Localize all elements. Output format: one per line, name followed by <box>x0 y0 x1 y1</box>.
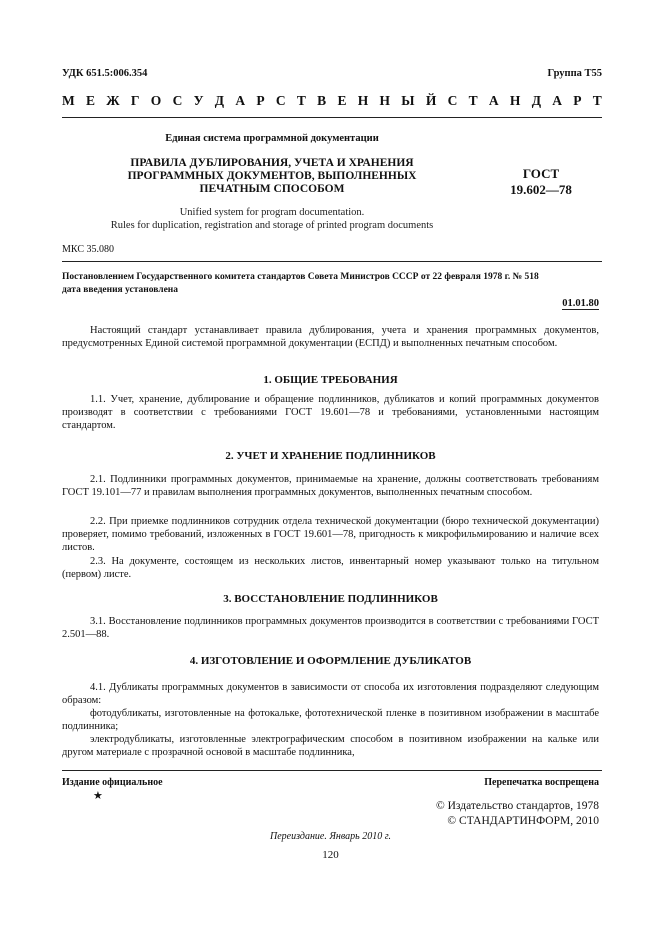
system-name: Единая система программной документации <box>165 133 379 144</box>
paragraph: 1.1. Учет, хранение, дублирование и обращение подлинников, дубликатов и копий программных документов производят в соответствии с требованиями ГОСТ 19.601—78 и требованиями, установленными настоящим стандартом. <box>62 394 599 431</box>
banner-letter: Т <box>592 93 602 108</box>
banner-letter: Ж <box>106 93 120 108</box>
banner-letter: Д <box>214 93 225 108</box>
banner-letter: Н <box>509 93 521 108</box>
banner-letter: У <box>193 93 204 108</box>
footer-rule <box>62 770 602 771</box>
decree-line: Постановлением Государственного комитета стандартов Совета Министров СССР от 22 февраля 1978 г. № 518 <box>62 272 539 282</box>
banner-letter: Е <box>337 93 347 108</box>
paragraph: 2.1. Подлинники программных документов, принимаемые на хранение, должны соответствовать требованиям ГОСТ 19.101—77 и правилам выполнения программных документов, выполненных печатным способом. <box>62 474 599 498</box>
udk-code: УДК 651.5:006.354 <box>62 68 148 79</box>
banner-letter: Н <box>379 93 391 108</box>
gost-number <box>488 166 594 198</box>
banner-letter: Д <box>531 93 541 108</box>
title-line: ПЕЧАТНЫМ СПОСОБОМ <box>199 183 345 195</box>
banner-letter: Е <box>86 93 96 108</box>
paragraph: 2.2. При приемке подлинников сотрудник отдела технической документации (бюро технической документации) проверяет, помимо требований, изложенных в ГОСТ 19.601—78, пригодность к микрофильмированию и наличие всех листов. <box>62 516 599 553</box>
page-number: 120 <box>322 849 339 861</box>
english-title <box>62 206 482 232</box>
title-line: ПРОГРАММНЫХ ДОКУМЕНТОВ, ВЫПОЛНЕННЫХ <box>127 170 417 182</box>
banner-letter: Г <box>130 93 140 108</box>
banner-letter: В <box>317 93 327 108</box>
paragraph: 4.1. Дубликаты программных документов в зависимости от способа их изготовления подразделяют следующим образом: <box>62 682 599 706</box>
banner-letter: Ы <box>401 93 415 108</box>
decree-line: дата введения установлена <box>62 285 179 295</box>
banner-letter: С <box>172 93 183 108</box>
reprint-notice: Перепечатка воспрещена <box>484 777 599 788</box>
introduction-date: 01.01.80 <box>562 298 599 309</box>
gost-label: ГОСТ <box>522 166 560 181</box>
paragraph: электродубликаты, изготовленные электрографическим способом в позитивном изображении на кальке или другом материале с прозрачной основой в масштабе подлинника, <box>62 734 599 758</box>
banner-letter: А <box>235 93 246 108</box>
banner-letter: А <box>488 93 499 108</box>
banner-letter: Т <box>296 93 306 108</box>
banner-letter: Т <box>468 93 478 108</box>
english-line: Rules for duplication, registration and storage of printed program documents <box>110 220 434 231</box>
banner-letter: С <box>275 93 286 108</box>
banner-letter: А <box>552 93 562 108</box>
banner-letter: Р <box>256 93 265 108</box>
paragraph: 2.3. На документе, состоящем из нескольких листов, инвентарный номер указывают только на титульном (первом) листе. <box>62 556 599 580</box>
star-icon: ★ <box>93 790 103 802</box>
intro-paragraph: Настоящий стандарт устанавливает правила дублирования, учета и хранения программных документов, предусмотренных Единой системой программной документации (ЕСПД) и выполненных печатным способом. <box>62 325 599 349</box>
group-code: Группа Т55 <box>547 68 602 79</box>
banner-letter: Й <box>425 93 437 108</box>
official-edition: Издание официальное <box>62 777 163 788</box>
reissue-note: Переиздание. Январь 2010 г. <box>270 831 391 842</box>
divider <box>62 261 602 262</box>
banner-letter: Н <box>357 93 369 108</box>
gost-code: 19.602—78 <box>510 182 572 197</box>
document-title <box>62 157 482 196</box>
banner-letter: М <box>62 93 75 108</box>
paragraph: 3.1. Восстановление подлинников программных документов производится в соответствии с требованиями ГОСТ 2.501—88. <box>62 616 599 640</box>
section-title: 1. ОБЩИЕ ТРЕБОВАНИЯ <box>263 374 398 386</box>
banner-letter: С <box>447 93 458 108</box>
banner-rule <box>62 117 602 118</box>
mks-code: МКС 35.080 <box>62 244 114 255</box>
title-line: ПРАВИЛА ДУБЛИРОВАНИЯ, УЧЕТА И ХРАНЕНИЯ <box>130 157 414 169</box>
standard-banner <box>62 93 602 109</box>
section-title: 2. УЧЕТ И ХРАНЕНИЕ ПОДЛИННИКОВ <box>225 450 436 462</box>
copyright-line: © Издательство стандартов, 1978 <box>435 800 599 812</box>
banner-letter: О <box>150 93 162 108</box>
english-line: Unified system for program documentation. <box>179 207 365 218</box>
copyright-block <box>436 799 599 829</box>
banner-letter: Р <box>573 93 582 108</box>
paragraph: фотодубликаты, изготовленные на фотокальке, фототехнической пленке в позитивном изображении в масштабе подлинника; <box>62 708 599 732</box>
section-title: 4. ИЗГОТОВЛЕНИЕ И ОФОРМЛЕНИЕ ДУБЛИКАТОВ <box>189 655 472 667</box>
section-title: 3. ВОССТАНОВЛЕНИЕ ПОДЛИННИКОВ <box>223 593 438 605</box>
decree-text <box>62 271 602 297</box>
copyright-line: © СТАНДАРТИНФОРМ, 2010 <box>447 815 599 827</box>
